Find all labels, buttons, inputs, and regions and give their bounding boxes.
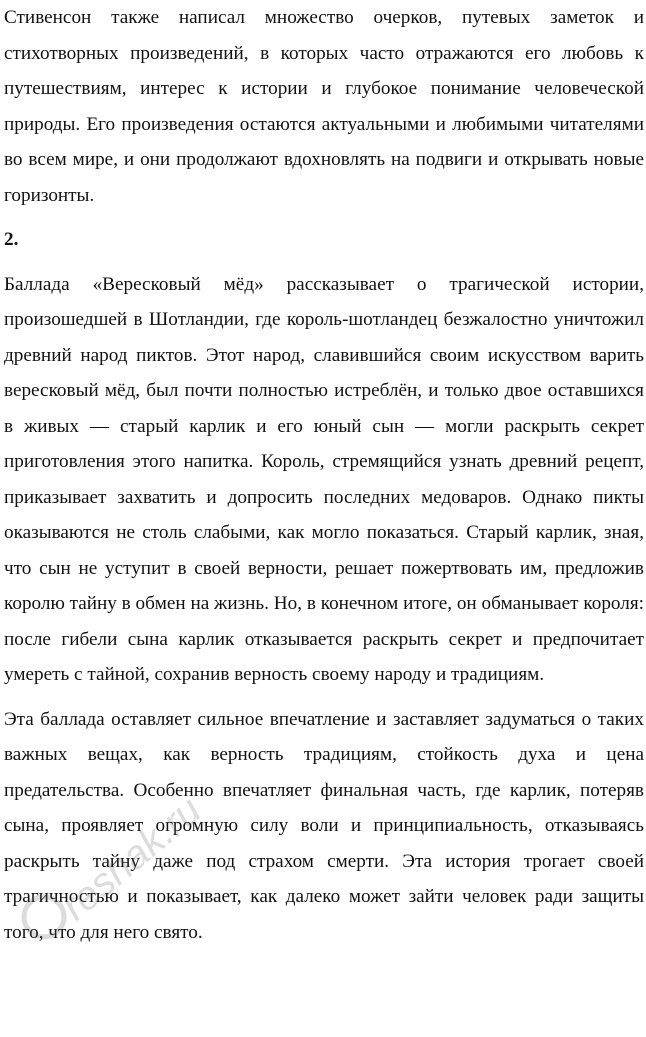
spacer bbox=[4, 258, 644, 267]
paragraph-stevenson-works: Стивенсон также написал множество очерков, путевых заметок и стихотворных произведений, в которых часто отражаются его любовь к путешествиям, интерес к истории и глубокое понимание человеческой природы. Его произведения остаются актуальными и любимыми читателями во всем мире, и они продолжают вдохновлять на подвиги и открывать новые горизонты. bbox=[4, 7, 644, 206]
section-number: 2. bbox=[4, 229, 19, 250]
watermark-text: reshak.ru bbox=[53, 788, 210, 929]
document-page bbox=[4, 0, 644, 950]
paragraph-ballad-summary: Баллада «Вересковый мёд» рассказывает о трагической истории, произошедшей в Шотландии, где король-шотландец безжалостно уничтожил древний народ пиктов. Этот народ, славившийся своим искусством варить вересковый мёд, был почти полностью истреблён, и только двое оставшихся в живых — старый карлик и его юный сын — могли раскрыть секрет приготовления этого напитка. Король, стремящийся узнать древний рецепт, приказывает захватить и допросить последних медоваров. Однако пикты оказываются не столь слабыми, как могло показаться. Старый карлик, зная, что сын не уступит в своей верности, решает пожертвовать им, предложив королю тайну в обмен на жизнь. Но, в конечном итоге, он обманывает короля: после гибели сына карлик отказывается раскрыть секрет и предпочитает умереть с тайной, сохранив верность своему народу и традициям. bbox=[4, 273, 644, 685]
paragraph-ballad-impression: Эта баллада оставляет сильное впечатление и заставляет задуматься о таких важных вещах, как верность традициям, стойкость духа и цена предательства. Особенно впечатляет финальная часть, где карлик, потеряв сына, проявляет огромную силу воли и принципиальность, отказываясь раскрыть тайну даже под страхом смерти. Эта история трогает своей трагичностью и показывает, как далеко может зайти человек ради защиты того, что для него свято. bbox=[4, 708, 644, 943]
spacer bbox=[4, 213, 644, 222]
spacer bbox=[4, 693, 644, 702]
